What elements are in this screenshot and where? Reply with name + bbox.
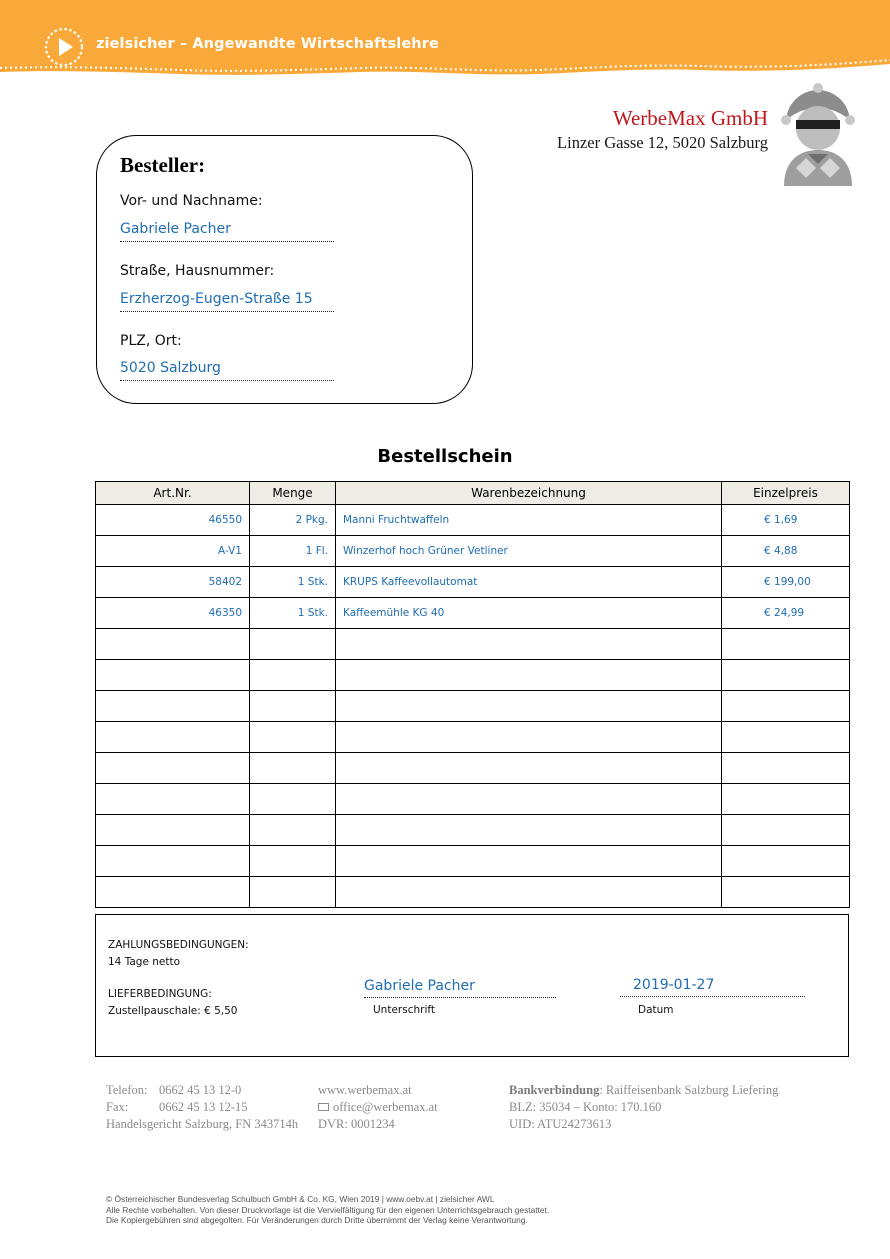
cell-warenbezeichnung[interactable]: Kaffeemühle KG 40 bbox=[336, 598, 722, 629]
table-row bbox=[96, 815, 850, 846]
copyright-line-2: Alle Rechte vorbehalten. Von dieser Druckvorlage ist die Vervielfältigung für den eigenen Unterrichtsgebrauch gestattet. bbox=[106, 1204, 550, 1215]
footer-phone-label: Telefon: bbox=[106, 1083, 148, 1097]
cell-warenbezeichnung[interactable] bbox=[336, 660, 722, 691]
name-label: Vor- und Nachname: bbox=[120, 193, 263, 209]
cell-art-nr[interactable] bbox=[96, 722, 250, 753]
cell-warenbezeichnung[interactable]: Winzerhof hoch Grüner Vetliner bbox=[336, 536, 722, 567]
cell-menge[interactable] bbox=[250, 660, 336, 691]
footer-email-row[interactable] bbox=[318, 1100, 438, 1115]
cell-einzelpreis[interactable] bbox=[722, 846, 850, 877]
cell-art-nr[interactable] bbox=[96, 846, 250, 877]
footer-fax-value: 0662 45 13 12-15 bbox=[159, 1100, 248, 1114]
cell-art-nr[interactable]: A-V1 bbox=[96, 536, 250, 567]
cell-warenbezeichnung[interactable] bbox=[336, 629, 722, 660]
footer-fax-label: Fax: bbox=[106, 1100, 129, 1114]
cell-menge[interactable] bbox=[250, 753, 336, 784]
table-row bbox=[96, 536, 850, 567]
company-address: Linzer Gasse 12, 5020 Salzburg bbox=[557, 133, 768, 152]
table-row bbox=[96, 877, 850, 908]
payment-terms-label: ZAHLUNGSBEDINGUNGEN: bbox=[108, 939, 249, 951]
cell-menge[interactable]: 1 Stk. bbox=[250, 598, 336, 629]
table-row bbox=[96, 753, 850, 784]
table-row bbox=[96, 784, 850, 815]
city-field[interactable]: 5020 Salzburg bbox=[120, 359, 334, 381]
footer-bank bbox=[509, 1083, 778, 1098]
signature-field[interactable]: Gabriele Pacher bbox=[364, 978, 556, 998]
cell-einzelpreis[interactable] bbox=[722, 877, 850, 908]
cell-art-nr[interactable] bbox=[96, 877, 250, 908]
name-field[interactable]: Gabriele Pacher bbox=[120, 220, 334, 242]
date-field[interactable]: 2019-01-27 bbox=[620, 977, 805, 997]
cell-warenbezeichnung[interactable] bbox=[336, 846, 722, 877]
cell-warenbezeichnung[interactable] bbox=[336, 877, 722, 908]
table-row bbox=[96, 567, 850, 598]
cell-art-nr[interactable] bbox=[96, 629, 250, 660]
cell-einzelpreis[interactable] bbox=[722, 753, 850, 784]
cell-einzelpreis[interactable]: € 199,00 bbox=[722, 567, 850, 598]
cell-einzelpreis[interactable] bbox=[722, 660, 850, 691]
copyright-line-1: © Österreichischer Bundesverlag Schulbuch GmbH & Co. KG, Wien 2019 | www.oebv.at | zielsicher AWL bbox=[106, 1194, 495, 1204]
cell-menge[interactable] bbox=[250, 691, 336, 722]
cell-warenbezeichnung[interactable]: Manni Fruchtwaffeln bbox=[336, 505, 722, 536]
orderer-title: Besteller: bbox=[120, 153, 206, 177]
cell-menge[interactable]: 1 Fl. bbox=[250, 536, 336, 567]
document-title: Bestellschein bbox=[377, 446, 513, 467]
copyright-notice bbox=[106, 1194, 549, 1226]
street-label: Straße, Hausnummer: bbox=[120, 263, 275, 279]
table-row bbox=[96, 505, 850, 536]
banner-title: zielsicher – Angewandte Wirtschaftslehre bbox=[96, 36, 439, 52]
column-header-menge: Menge bbox=[250, 482, 336, 505]
footer-phone-value: 0662 45 13 12-0 bbox=[159, 1083, 242, 1097]
cell-art-nr[interactable] bbox=[96, 660, 250, 691]
cell-menge[interactable]: 1 Stk. bbox=[250, 567, 336, 598]
footer-court: Handelsgericht Salzburg, FN 343714h bbox=[106, 1117, 299, 1131]
table-row bbox=[96, 598, 850, 629]
cell-einzelpreis[interactable] bbox=[722, 815, 850, 846]
table-header-row bbox=[96, 482, 850, 505]
table-row bbox=[96, 629, 850, 660]
cell-menge[interactable]: 2 Pkg. bbox=[250, 505, 336, 536]
cell-warenbezeichnung[interactable] bbox=[336, 691, 722, 722]
footer-bank-label: Bankverbindung bbox=[509, 1083, 600, 1097]
footer-website-link[interactable]: www.werbemax.at bbox=[318, 1083, 412, 1097]
table-row bbox=[96, 691, 850, 722]
footer-bank-value: : Raiffeisenbank Salzburg Liefering bbox=[599, 1083, 779, 1097]
date-caption: Datum bbox=[638, 1004, 674, 1016]
cell-einzelpreis[interactable] bbox=[722, 722, 850, 753]
cell-einzelpreis[interactable] bbox=[722, 629, 850, 660]
footer-uid: UID: ATU24273613 bbox=[509, 1117, 612, 1131]
column-header-art-nr: Art.Nr. bbox=[96, 482, 250, 505]
cell-art-nr[interactable]: 58402 bbox=[96, 567, 250, 598]
footer-blz: BLZ: 35034 – Konto: 170.160 bbox=[509, 1100, 662, 1114]
cell-menge[interactable] bbox=[250, 846, 336, 877]
cell-art-nr[interactable]: 46350 bbox=[96, 598, 250, 629]
cell-menge[interactable] bbox=[250, 877, 336, 908]
cell-art-nr[interactable] bbox=[96, 691, 250, 722]
play-logo-icon bbox=[44, 27, 84, 67]
cell-art-nr[interactable] bbox=[96, 784, 250, 815]
cell-art-nr[interactable]: 46550 bbox=[96, 505, 250, 536]
city-label: PLZ, Ort: bbox=[120, 333, 182, 349]
column-header-einzelpreis: Einzelpreis bbox=[722, 482, 850, 505]
payment-terms-value: 14 Tage netto bbox=[108, 956, 181, 968]
table-row bbox=[96, 846, 850, 877]
table-row bbox=[96, 660, 850, 691]
cell-menge[interactable] bbox=[250, 784, 336, 815]
cell-warenbezeichnung[interactable]: KRUPS Kaffeevollautomat bbox=[336, 567, 722, 598]
cell-warenbezeichnung[interactable] bbox=[336, 815, 722, 846]
cell-menge[interactable] bbox=[250, 722, 336, 753]
column-header-warenbezeichnung: Warenbezeichnung bbox=[336, 482, 722, 505]
cell-einzelpreis[interactable] bbox=[722, 691, 850, 722]
delivery-terms-value: Zustellpauschale: € 5,50 bbox=[108, 1005, 238, 1017]
footer-email[interactable]: office@werbemax.at bbox=[333, 1100, 438, 1114]
cell-menge[interactable] bbox=[250, 629, 336, 660]
order-table bbox=[95, 481, 850, 908]
cell-warenbezeichnung[interactable] bbox=[336, 722, 722, 753]
cell-art-nr[interactable] bbox=[96, 815, 250, 846]
jester-logo-icon bbox=[776, 82, 860, 190]
cell-warenbezeichnung[interactable] bbox=[336, 753, 722, 784]
cell-art-nr[interactable] bbox=[96, 753, 250, 784]
cell-einzelpreis[interactable] bbox=[722, 784, 850, 815]
mail-icon bbox=[318, 1103, 329, 1111]
company-name: WerbeMax GmbH bbox=[612, 106, 768, 130]
signature-caption: Unterschrift bbox=[373, 1004, 435, 1016]
copyright-line-3: Die Kopiergebühren sind abgegolten. Für Veränderungen durch Dritte übernimmt der Verlag keine Verantwortung. bbox=[106, 1215, 528, 1225]
cell-einzelpreis[interactable]: € 24,99 bbox=[722, 598, 850, 629]
delivery-terms-label: LIEFERBEDINGUNG: bbox=[108, 988, 212, 1000]
cell-menge[interactable] bbox=[250, 815, 336, 846]
cell-einzelpreis[interactable]: € 1,69 bbox=[722, 505, 850, 536]
footer-dvr: DVR: 0001234 bbox=[318, 1117, 395, 1131]
cell-warenbezeichnung[interactable] bbox=[336, 784, 722, 815]
cell-einzelpreis[interactable]: € 4,88 bbox=[722, 536, 850, 567]
table-row bbox=[96, 722, 850, 753]
street-field[interactable]: Erzherzog-Eugen-Straße 15 bbox=[120, 290, 334, 312]
